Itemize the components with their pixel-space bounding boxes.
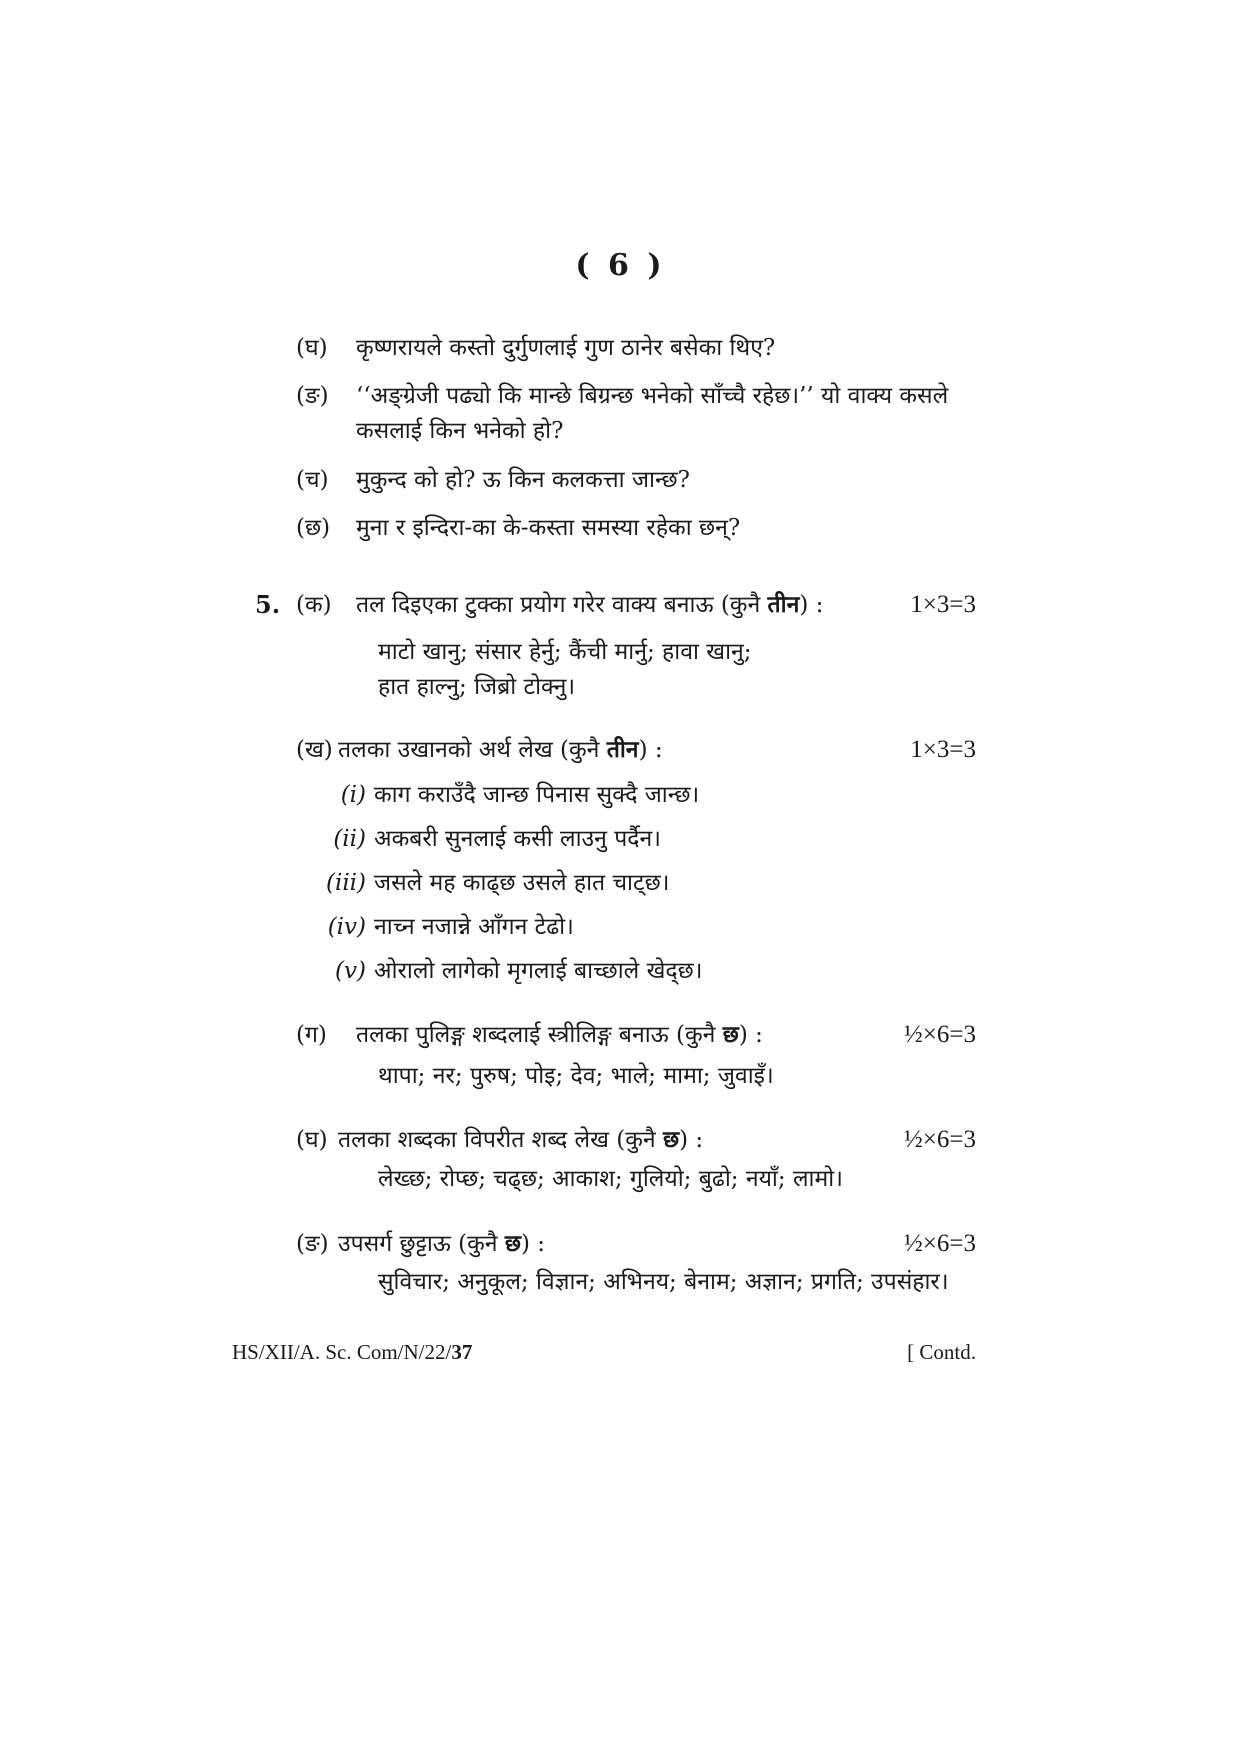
roman-numeral: (i) (340, 782, 366, 808)
item-label: (क) (296, 592, 332, 618)
q5-ka-marks: 1×3=3 (910, 591, 976, 618)
instruction-text-end: ) : (521, 1231, 546, 1257)
instruction-text: तलका पुलिङ्ग शब्दलाई स्त्रीलिङ्ग बनाऊ (कुनै (356, 1022, 723, 1048)
q5-gha-words: लेख्छ; रोप्छ; चढ्छ; आकाश; गुलियो; बुढो; नयाँ; लामो। (378, 1166, 843, 1192)
proverb-text: जसले मह काढ्छ उसले हात चाट्छ। (374, 870, 670, 896)
proverb-text: अकबरी सुनलाई कसी लाउनु पर्दैन। (374, 826, 661, 852)
item-label: (ख) (296, 737, 333, 763)
item-label: (ङ) (296, 1231, 329, 1257)
q4-item-cha (296, 465, 690, 495)
instruction-emphasis: छ (722, 1021, 739, 1048)
roman-numeral: (ii) (333, 826, 366, 852)
proverb-item (322, 868, 669, 898)
proverb-item (322, 824, 661, 854)
instruction-text-end: ) : (679, 1127, 704, 1153)
item-label: (घ) (296, 1127, 328, 1153)
instruction-emphasis: तीन (767, 591, 800, 618)
proverb-item (322, 956, 702, 986)
continued-marker: [ Contd. (907, 1340, 976, 1364)
instruction-emphasis: छ (504, 1230, 522, 1257)
roman-numeral: (v) (335, 958, 366, 984)
item-label: (च) (296, 467, 329, 493)
q5-ga-words: थापा; नर; पुरुष; पोइ; देव; भाले; मामा; जुवाइँ। (378, 1063, 774, 1089)
instruction-text-end: ) : (799, 592, 824, 618)
item-text: ‘‘अङ्ग्रेजी पढ्यो कि मान्छे बिग्रन्छ भनेको साँच्चै रहेछ।’’ यो वाक्य कसले (356, 383, 949, 409)
item-label: (ङ) (296, 383, 329, 409)
q5-ka-instruction (296, 590, 823, 620)
paper-code-number: 37 (451, 1340, 473, 1364)
proverb-item (322, 780, 699, 810)
item-label: (घ) (296, 335, 328, 361)
page-number: ( 6 ) (575, 248, 666, 283)
proverb-text: ओरालो लागेको मृगलाई बाच्छाले खेद्छ। (374, 958, 703, 984)
instruction-emphasis: तीन (606, 736, 639, 763)
item-text: मुकुन्द को हो? ऊ किन कलकत्ता जान्छ? (356, 467, 690, 493)
q4-item-nga (296, 381, 948, 411)
proverb-text: काग कराउँदै जान्छ पिनास सुक्दै जान्छ। (374, 782, 700, 808)
instruction-text: तलका शब्दका विपरीत शब्द लेख (कुनै (338, 1127, 663, 1153)
q4-item-gha (296, 333, 775, 363)
question-number: 5. (255, 590, 281, 619)
instruction-text: उपसर्ग छुट्टाऊ (कुनै (338, 1231, 505, 1257)
instruction-text: तल दिइएका टुक्का प्रयोग गरेर वाक्य बनाऊ (कुनै (356, 592, 768, 618)
roman-numeral: (iv) (327, 914, 366, 940)
instruction-text-end: ) : (638, 737, 663, 763)
item-label: (ग) (296, 1022, 327, 1048)
q5-kha-marks: 1×3=3 (910, 736, 976, 763)
paper-code-text: HS/XII/A. Sc. Com/N/22/ (232, 1340, 452, 1364)
q5-nga-marks: ½×6=3 (904, 1230, 976, 1257)
q5-nga-words: सुविचार; अनुकूल; विज्ञान; अभिनय; बेनाम; अज्ञान; प्रगति; उपसंहार। (378, 1269, 949, 1295)
q4-item-nga-cont: कसलाई किन भनेको हो? (356, 418, 564, 444)
instruction-text: तलका उखानको अर्थ लेख (कुनै (338, 737, 607, 763)
q5-ga-instruction (296, 1020, 763, 1050)
proverb-text: नाच्न नजान्ने आँगन टेढो। (374, 914, 574, 940)
instruction-emphasis: छ (662, 1126, 680, 1153)
q5-nga-instruction (296, 1229, 545, 1259)
roman-numeral: (iii) (325, 870, 366, 896)
q5-ka-words-line2: हात हाल्नु; जिब्रो टोक्नु। (378, 674, 576, 700)
item-label: (छ) (296, 515, 331, 541)
item-text: मुना र इन्दिरा-का के-कस्ता समस्या रहेका छन्? (356, 515, 741, 541)
item-text: कृष्णरायले कस्तो दुर्गुणलाई गुण ठानेर बसेका थिए? (356, 335, 776, 361)
q5-gha-instruction (296, 1125, 703, 1155)
q5-kha-instruction (296, 735, 663, 765)
q5-ga-marks: ½×6=3 (904, 1021, 976, 1048)
proverb-item (322, 912, 574, 942)
paper-code (232, 1340, 472, 1365)
q5-ka-words-line1: माटो खानु; संसार हेर्नु; कैंची मार्नु; हावा खानु; (378, 639, 752, 665)
q5-gha-marks: ½×6=3 (904, 1126, 976, 1153)
q4-item-chha (296, 513, 740, 543)
instruction-text-end: ) : (738, 1022, 763, 1048)
